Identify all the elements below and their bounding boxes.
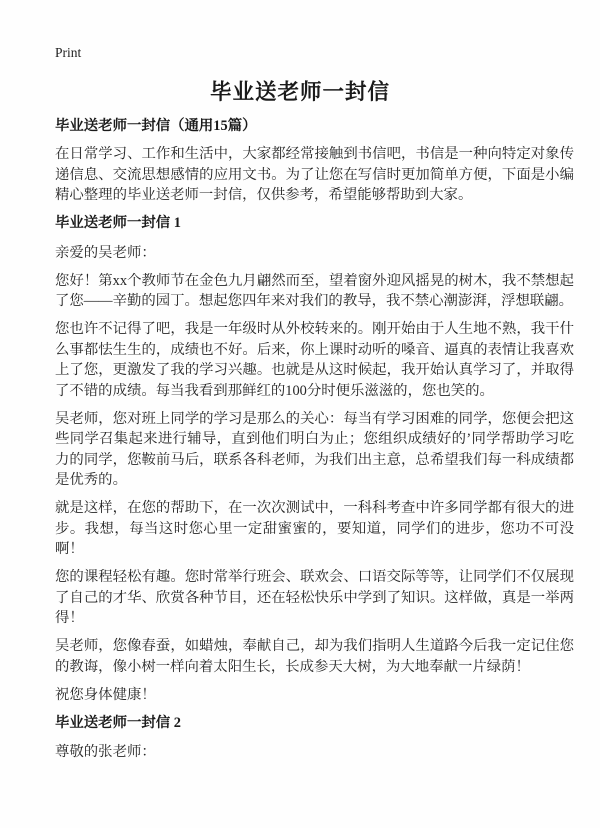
intro-paragraph: 在日常学习、工作和生活中，大家都经常接触到书信吧，书信是一种向特定对象传递信息、交流思想感情的应用文书。为了让您在写信时更加简单方便，下面是小编精心整理的毕业送老师一封信，仅供参考，希望能够帮助到大家。 [55,146,574,203]
document-body [55,116,574,763]
page-title: 毕业送老师一封信 [209,80,390,104]
section-2-heading: 毕业送老师一封信 2 [55,714,181,731]
section-1-salutation: 亲爱的吴老师： [55,244,156,261]
paragraph: 您的课程轻松有趣。您时常举行班会、联欢会、口语交际等等，让同学们不仅展现了自己的才华、欣赏各种节目，还在轻松快乐中学到了知识。这样做，真是一举两得！ [55,569,574,626]
paragraph: 吴老师，您对班上同学的学习是那么的关心：每当有学习困难的同学，您便会把这些同学召集起来进行辅导，直到他们明白为止；您组织成绩好的’同学帮助学习吃力的同学，您鞍前马后，联系各科老师，为我们出主意，总希望我们每一科成绩都是优秀的。 [55,410,574,488]
section-1-heading: 毕业送老师一封信 1 [55,215,181,231]
paragraph: 您好！第xx个教师节在金色九月翩然而至，望着窗外迎风摇晃的树木，我不禁想起了您——辛勤的园丁。想起您四年来对我们的教导，我不禁心潮澎湃，浮想联翩。 [55,272,574,309]
section-2-salutation: 尊敬的张老师： [55,744,156,760]
closing-wish: 祝您身体健康！ [55,686,156,703]
paragraph: 吴老师，您像春蚕，如蜡烛，奉献自己，却为我们指明人生道路今后我一定记住您的教诲，像小树一样向着太阳生长，长成参天大树，为大地奉献一片绿荫！ [55,638,574,675]
print-link[interactable]: Print [55,45,82,60]
paragraph: 您也许不记得了吧，我是一年级时从外校转来的。刚开始由于人生地不熟，我干什么事都怯生生的，成绩也不好。后来，你上课时动听的嗓音、逼真的表情让我喜欢上了您，更激发了我的学习兴趣。也就是从这时候起，我开始认真学习了，并取得了不错的成绩。每当我看到那鲜红的100分时便乐滋滋的，您也笑的。 [55,321,574,399]
paragraph: 就是这样，在您的帮助下，在一次次测试中，一科科考查中许多同学都有很大的进步。我想，每当这时您心里一定甜蜜蜜的，要知道，同学们的进步，您功不可没啊！ [55,500,574,557]
doc-subtitle: 毕业送老师一封信（通用15篇） [55,118,257,134]
